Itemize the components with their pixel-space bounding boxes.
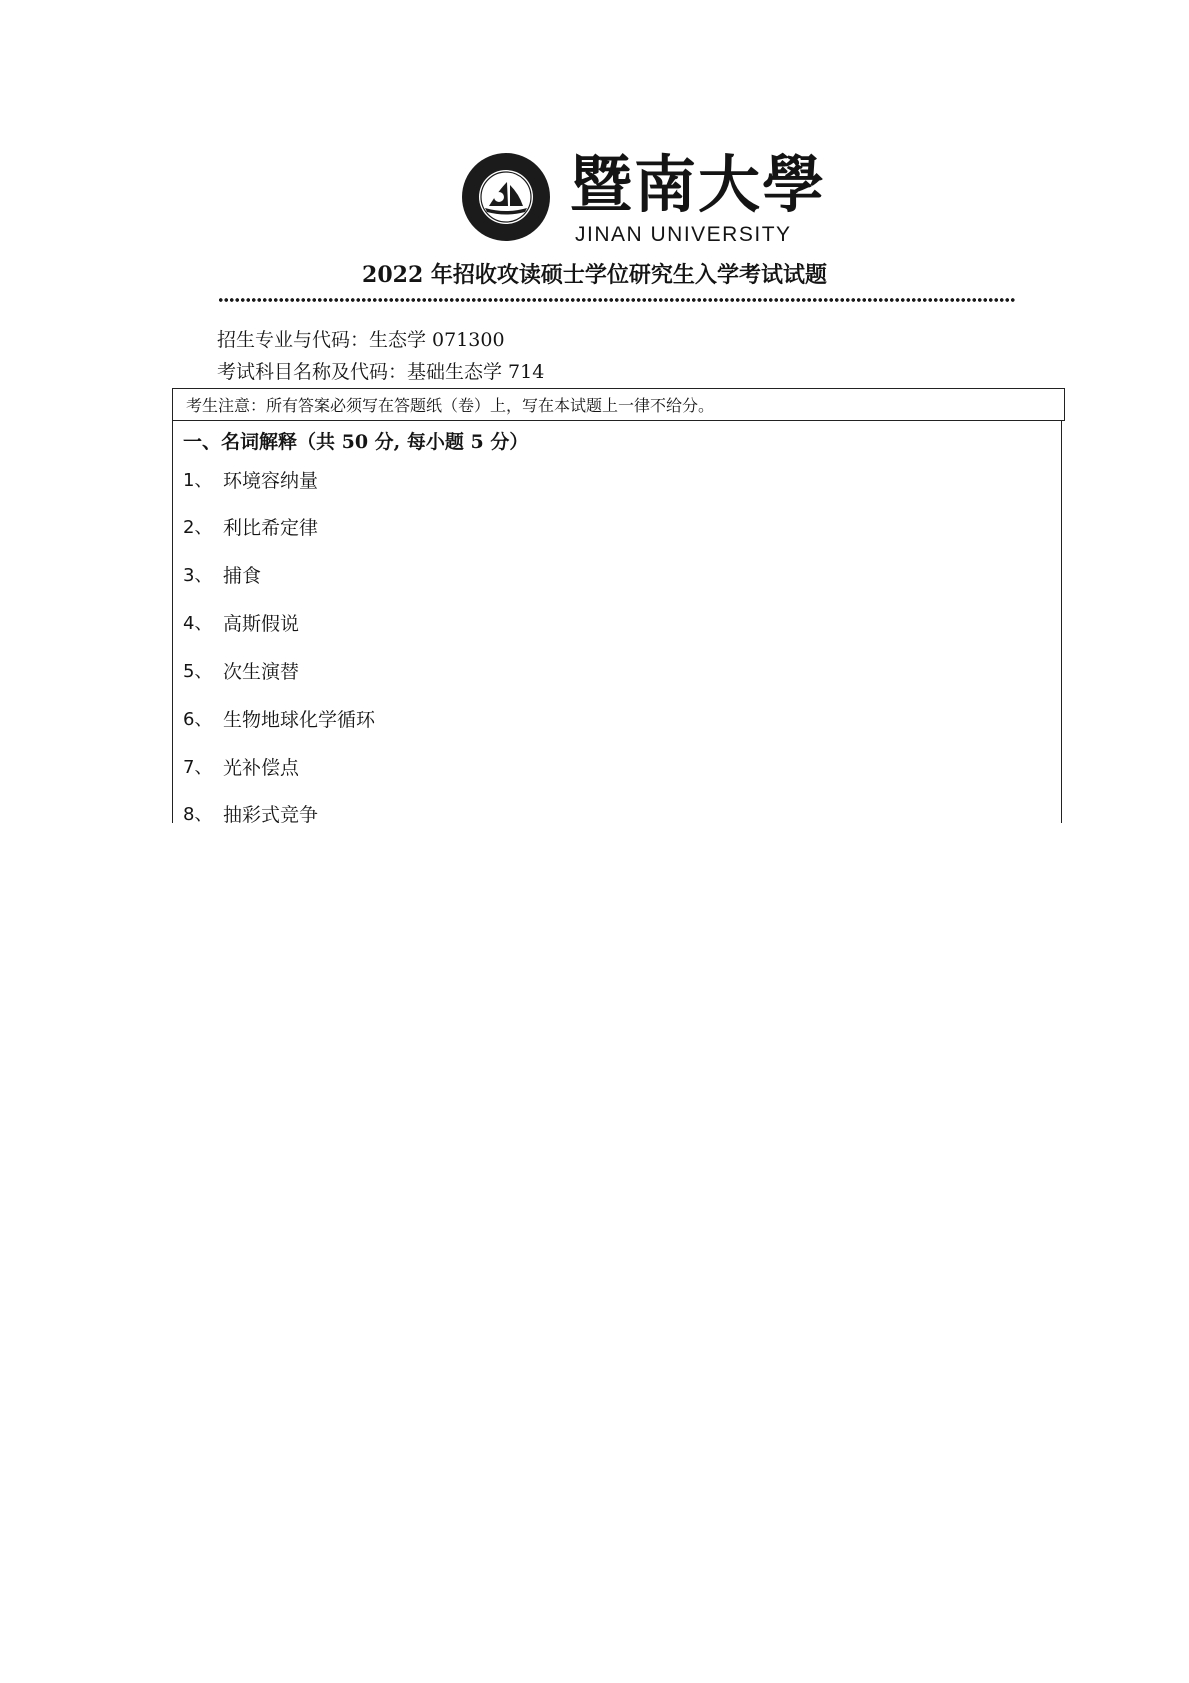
exam-title: 2022 年招收攻读硕士学位研究生入学考试试题 xyxy=(362,262,827,288)
question-term: 光补偿点 xyxy=(223,757,300,779)
question-term: 生物地球化学循环 xyxy=(223,709,376,731)
question-number: 8、 xyxy=(183,804,213,825)
question-term: 抽彩式竞争 xyxy=(223,804,319,826)
question-number: 6、 xyxy=(183,709,213,730)
question-term: 次生演替 xyxy=(223,661,300,683)
table-border-divider xyxy=(172,420,1065,421)
question-term: 捕食 xyxy=(223,565,262,587)
table-border-top xyxy=(172,388,1065,389)
question-term: 高斯假说 xyxy=(223,613,300,635)
candidate-notice: 考生注意：所有答案必须写在答题纸（卷）上，写在本试题上一律不给分。 xyxy=(186,396,715,415)
question-number: 5、 xyxy=(183,661,213,682)
section-title: 一、名词解释（共 50 分, 每小题 5 分） xyxy=(183,431,529,453)
question-number: 3、 xyxy=(183,565,213,586)
asterisk-divider xyxy=(218,296,1015,304)
question-number: 4、 xyxy=(183,613,213,634)
university-seal-icon xyxy=(461,152,551,242)
question-term: 利比希定律 xyxy=(223,517,319,539)
table-border-left xyxy=(172,388,173,823)
question-number: 1、 xyxy=(183,470,213,491)
subject-and-code: 考试科目名称及代码：基础生态学 714 xyxy=(217,361,545,383)
question-number: 7、 xyxy=(183,757,213,778)
university-name-cn: 暨南大學 xyxy=(570,148,827,221)
major-and-code: 招生专业与代码：生态学 071300 xyxy=(217,329,505,351)
question-term: 环境容纳量 xyxy=(223,470,319,492)
question-number: 2、 xyxy=(183,517,213,538)
university-name-en: JINAN UNIVERSITY xyxy=(575,223,792,246)
table-border-right-lower xyxy=(1061,420,1062,823)
table-border-right-upper xyxy=(1064,388,1065,421)
